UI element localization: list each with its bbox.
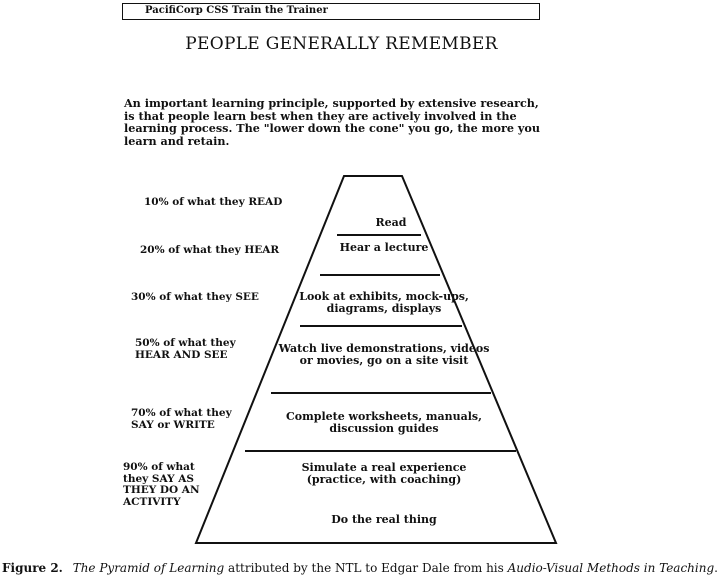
retention-label-say-or-write: 70% of what they SAY or WRITE	[131, 407, 232, 431]
figure-caption	[2, 561, 718, 575]
caption-source-title: Audio-Visual Methods in Teaching	[507, 561, 715, 575]
caption-title: The Pyramid of Learning	[72, 561, 225, 575]
retention-label-hear-and-see: 50% of what they HEAR AND SEE	[135, 337, 236, 361]
retention-label-hear: 20% of what they HEAR	[140, 244, 280, 256]
header-text: PacifiCorp CSS Train the Trainer	[145, 5, 328, 16]
level-label-hear-lecture: Hear a lecture	[339, 241, 429, 254]
level-label-complete-worksheets: Complete worksheets, manuals, discussion guides	[286, 410, 482, 435]
intro-paragraph: An important learning principle, supported by extensive research, is that people learn best when they are actively involved in the learning process. The "lower down the cone" you go, the more you learn and retain.	[124, 96, 540, 148]
retention-label-read: 10% of what they READ	[144, 196, 283, 208]
retention-label-activity: 90% of what they SAY AS THEY DO AN ACTIVITY	[123, 461, 200, 508]
level-label-simulate-experience: Simulate a real experience (practice, with coaching)	[301, 461, 467, 486]
level-label-look-at-exhibits: Look at exhibits, mock-ups, diagrams, displays	[299, 290, 469, 315]
caption-figure-number: Figure 2.	[2, 561, 63, 575]
caption-middle: attributed by the NTL to Edgar Dale from his	[224, 561, 508, 575]
level-label-do-real-thing: Do the real thing	[331, 513, 437, 526]
caption-end: .	[714, 561, 718, 575]
level-label-watch-demonstrations: Watch live demonstrations, videos or movies, go on a site visit	[278, 342, 490, 367]
level-label-read: Read	[375, 216, 407, 229]
retention-label-see: 30% of what they SEE	[131, 291, 259, 303]
page-title: PEOPLE GENERALLY REMEMBER	[185, 34, 498, 54]
